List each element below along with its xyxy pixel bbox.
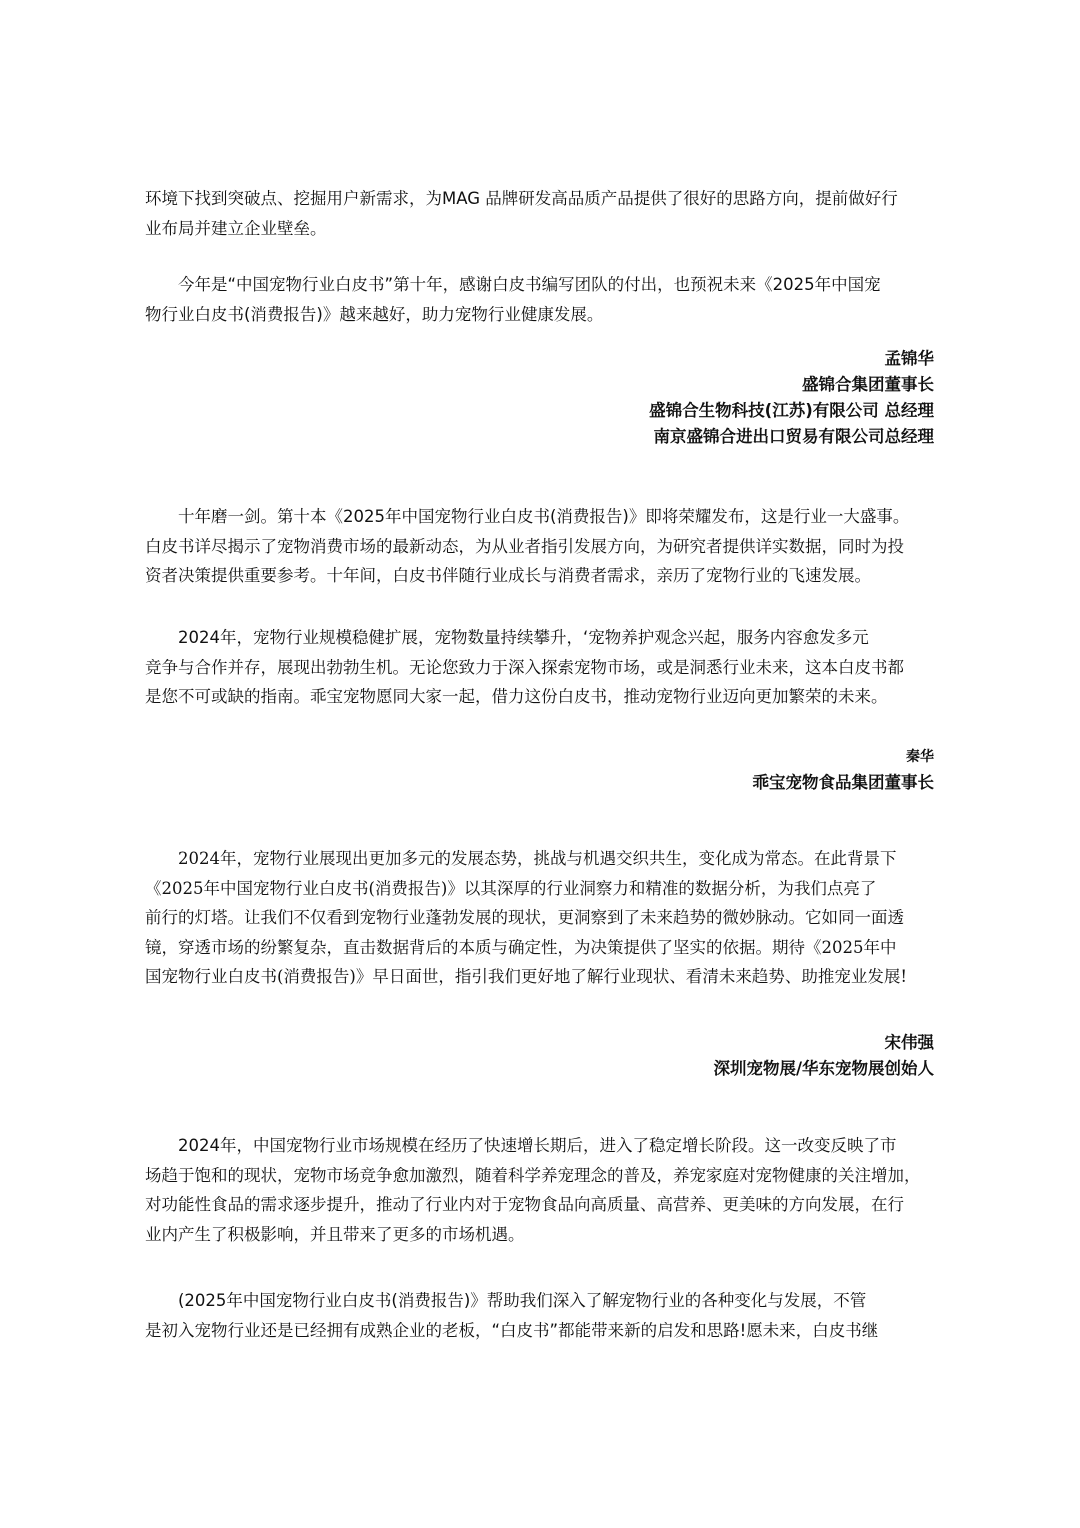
text-line: 业布局并建立企业壁垒。 xyxy=(145,218,327,238)
text-line: 2024年，宠物行业规模稳健扩展，宠物数量持续攀升，‘宠物养护观念兴起，服务内容愈发多元 xyxy=(145,628,869,647)
signature-block-song-weiqiang xyxy=(713,1030,934,1082)
text-line: 是初入宠物行业还是已经拥有成熟企业的老板，“白皮书”都能带来新的启发和思路!愿未来，白皮书继 xyxy=(145,1320,879,1340)
signature-name: 宋伟强 xyxy=(884,1033,934,1052)
signature-title: 盛锦合生物科技(江苏)有限公司 总经理 xyxy=(649,401,934,420)
paragraph-market-stable-growth xyxy=(145,1131,945,1249)
signature-title: 盛锦合集团董事长 xyxy=(802,375,934,394)
text-line: 环境下找到突破点、挖掘用户新需求，为MAG 品牌研发高品质产品提供了很好的思路方向，提前做好行 xyxy=(145,189,898,208)
text-line: 物行业白皮书(消费报告)》越来越好，助力宠物行业健康发展。 xyxy=(145,304,604,324)
text-line: 今年是“中国宠物行业白皮书”第十年，感谢白皮书编写团队的付出，也预祝未来《2025年中国宠 xyxy=(145,275,881,294)
paragraph-ten-years xyxy=(145,502,945,591)
signature-name: 孟锦华 xyxy=(884,349,934,368)
paragraph-industry-growth xyxy=(145,623,945,712)
text-line: 镜，穿透市场的纷繁复杂，直击数据背后的本质与确定性，为决策提供了坚实的依据。期待《2025年中 xyxy=(145,937,897,957)
text-line: 场趋于饱和的现状，宠物市场竞争愈加激烈，随着科学养宠理念的普及，养宠家庭对宠物健康的关注增加， xyxy=(145,1165,921,1185)
text-line: 白皮书详尽揭示了宠物消费市场的最新动态，为从业者指引发展方向，为研究者提供详实数据，同时为投 xyxy=(145,536,904,556)
text-line: 前行的灯塔。让我们不仅看到宠物行业蓬勃发展的现状，更洞察到了未来趋势的微妙脉动。它如同一面透 xyxy=(145,908,904,927)
text-line: 对功能性食品的需求逐步提升，推动了行业内对于宠物食品向高质量、高营养、更美味的方向发展，在行 xyxy=(145,1195,904,1214)
signature-name: 秦华 xyxy=(906,749,934,765)
text-line: 国宠物行业白皮书(消费报告)》早日面世，指引我们更好地了解行业现状、看清未来趋势、助推宠业发展! xyxy=(145,967,908,986)
text-line: 《2025年中国宠物行业白皮书(消费报告)》以其深厚的行业洞察力和精准的数据分析，为我们点亮了 xyxy=(145,878,877,898)
text-line: (2025年中国宠物行业白皮书(消费报告)》帮助我们深入了解宠物行业的各种变化与发展，不管 xyxy=(145,1291,867,1310)
text-line: 是您不可或缺的指南。乖宝宠物愿同大家一起，借力这份白皮书，推动宠物行业迈向更加繁荣的未来。 xyxy=(145,687,888,706)
signature-title: 南京盛锦合进出口贸易有限公司总经理 xyxy=(653,427,934,446)
paragraph-whitepaper-help xyxy=(145,1286,945,1345)
paragraph-diverse-trends xyxy=(145,844,945,992)
signature-title: 深圳宠物展/华东宠物展创始人 xyxy=(713,1059,934,1078)
text-line: 十年磨一剑。第十本《2025年中国宠物行业白皮书(消费报告)》即将荣耀发布，这是行业一大盛事。 xyxy=(145,507,910,526)
signature-block-qin-hua xyxy=(753,744,935,796)
paragraph-tenth-anniversary xyxy=(145,270,945,329)
text-line: 2024年，宠物行业展现出更加多元的发展态势，挑战与机遇交织共生，变化成为常态。在此背景下 xyxy=(145,849,897,868)
signature-block-meng-jinhua xyxy=(649,346,934,450)
signature-title: 乖宝宠物食品集团董事长 xyxy=(752,773,934,792)
text-line: 资者决策提供重要参考。十年间，白皮书伴随行业成长与消费者需求，亲历了宠物行业的飞速发展。 xyxy=(145,566,871,585)
text-line: 2024年，中国宠物行业市场规模在经历了快速增长期后，进入了稳定增长阶段。这一改变反映了市 xyxy=(145,1136,897,1155)
paragraph-intro-continuation xyxy=(145,184,945,243)
text-line: 竞争与合作并存，展现出勃勃生机。无论您致力于深入探索宠物市场，或是洞悉行业未来，这本白皮书都 xyxy=(145,657,904,677)
text-line: 业内产生了积极影响，并且带来了更多的市场机遇。 xyxy=(145,1224,525,1244)
